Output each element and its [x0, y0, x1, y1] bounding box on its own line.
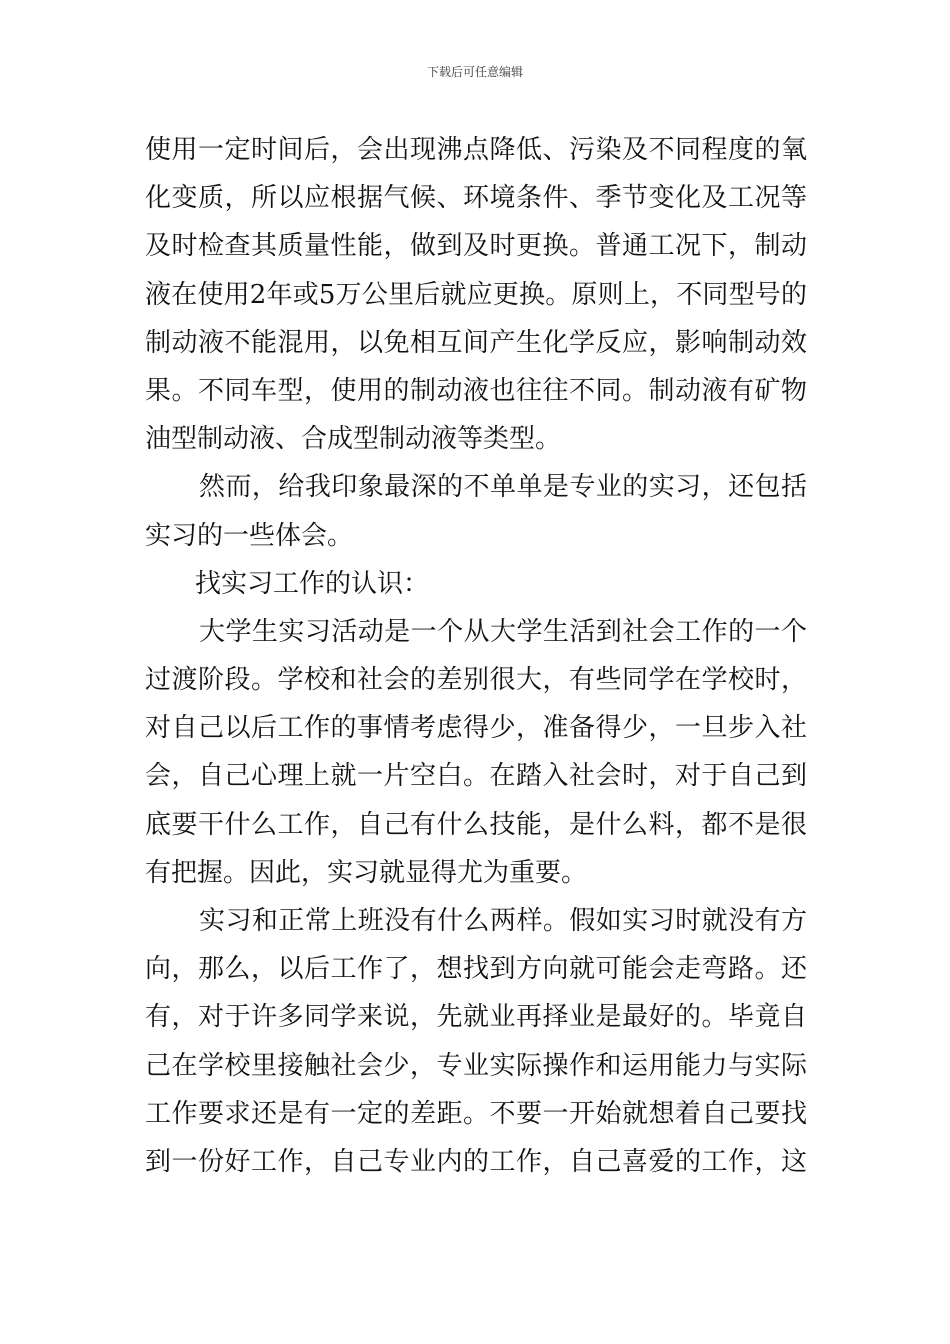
paragraph-first-line: 大学生实习活动是一个从大学生活到社会工作的一个	[199, 616, 807, 647]
text-line: 实习的一些体会。	[145, 520, 354, 551]
text-line: 工作要求还是有一定的差距。不要一开始就想着自己要找	[145, 1098, 807, 1129]
text-line: 己在学校里接触社会少，专业实际操作和运用能力与实际	[145, 1050, 807, 1081]
text-line: 使用一定时间后，会出现沸点降低、污染及不同程度的氧	[145, 135, 807, 165]
paragraph-first-line: 然而，给我印象最深的不单单是专业的实习，还包括	[199, 472, 807, 503]
section-heading: 找实习工作的认识：	[195, 568, 430, 599]
text-line: 化变质，所以应根据气候、环境条件、季节变化及工况等	[145, 183, 807, 214]
text-line: 向，那么，以后工作了，想找到方向就可能会走弯路。还	[145, 954, 807, 985]
text-line: 对自己以后工作的事情考虑得少，准备得少，一旦步入社	[145, 713, 807, 744]
text-line: 制动液不能混用，以免相互间产生化学反应，影响制动效	[145, 327, 807, 358]
text-line: 油型制动液、合成型制动液等类型。	[145, 424, 562, 455]
paragraph-first-line: 实习和正常上班没有什么两样。假如实习时就没有方	[199, 906, 807, 936]
text-line: 到一份好工作，自己专业内的工作，自己喜爱的工作，这	[145, 1146, 807, 1177]
text-line: 有，对于许多同学来说，先就业再择业是最好的。毕竟自	[145, 1002, 807, 1033]
document-body	[145, 126, 807, 1186]
text-line: 底要干什么工作，自己有什么技能，是什么料，都不是很	[145, 809, 807, 840]
text-line: 会，自己心理上就一片空白。在踏入社会时，对于自己到	[145, 761, 807, 792]
page-header: 下载后可任意编辑	[426, 65, 523, 79]
text-line: 及时检查其质量性能，做到及时更换。普通工况下，制动	[145, 231, 807, 262]
text-line: 有把握。因此，实习就显得尤为重要。	[145, 857, 588, 888]
text-line: 过渡阶段。学校和社会的差别很大，有些同学在学校时，	[145, 665, 807, 696]
text-line: 液在使用2年或5万公里后就应更换。原则上，不同型号的	[145, 279, 807, 310]
text-line: 果。不同车型，使用的制动液也往往不同。制动液有矿物	[145, 375, 807, 406]
